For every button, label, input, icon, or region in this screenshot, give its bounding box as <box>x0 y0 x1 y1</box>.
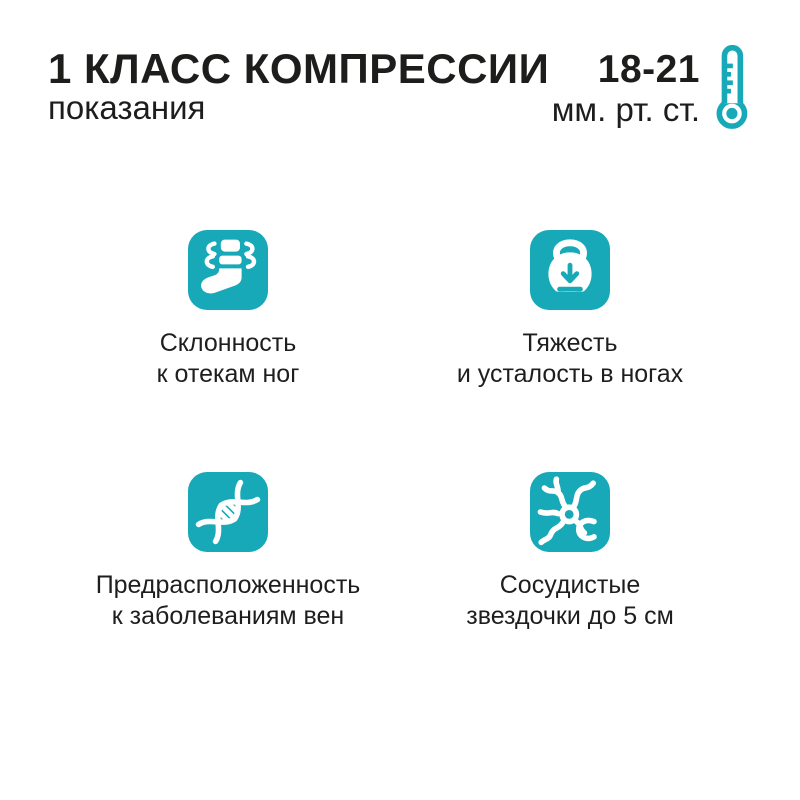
caption-line: Склонность <box>159 329 297 357</box>
icon-tile <box>188 472 268 552</box>
indication-card-spider-veins <box>390 472 750 632</box>
indication-card-ankle-swelling <box>48 230 408 390</box>
page-title: 1 КЛАСС КОМПРЕССИИ <box>48 45 550 92</box>
indication-caption <box>48 328 408 390</box>
icon-tile <box>530 230 610 310</box>
ankle-swelling-icon <box>188 230 268 310</box>
caption-line: Сосудистые <box>499 571 641 599</box>
caption-line: к отекам ног <box>156 360 300 388</box>
icon-tile <box>530 472 610 552</box>
caption-line: и усталость в ногах <box>456 360 684 388</box>
page-subtitle: показания <box>48 89 206 126</box>
caption-line: Предрасположенность <box>95 571 361 599</box>
icon-tile <box>188 230 268 310</box>
pressure-unit: мм. рт. ст. <box>551 91 700 128</box>
dna-icon <box>188 472 268 552</box>
indication-caption <box>48 570 408 632</box>
indication-card-vein-predisposition <box>48 472 408 632</box>
spider-veins-icon <box>530 472 610 552</box>
thermometer-icon <box>703 40 759 132</box>
indication-caption <box>390 328 750 390</box>
caption-line: звездочки до 5 см <box>466 602 674 630</box>
indication-caption <box>390 570 750 632</box>
pressure-value: 18-21 <box>597 48 700 91</box>
indication-card-heaviness <box>390 230 750 390</box>
caption-line: Тяжесть <box>522 329 618 357</box>
caption-line: к заболеваниям вен <box>111 602 345 630</box>
kettlebell-icon <box>530 230 610 310</box>
